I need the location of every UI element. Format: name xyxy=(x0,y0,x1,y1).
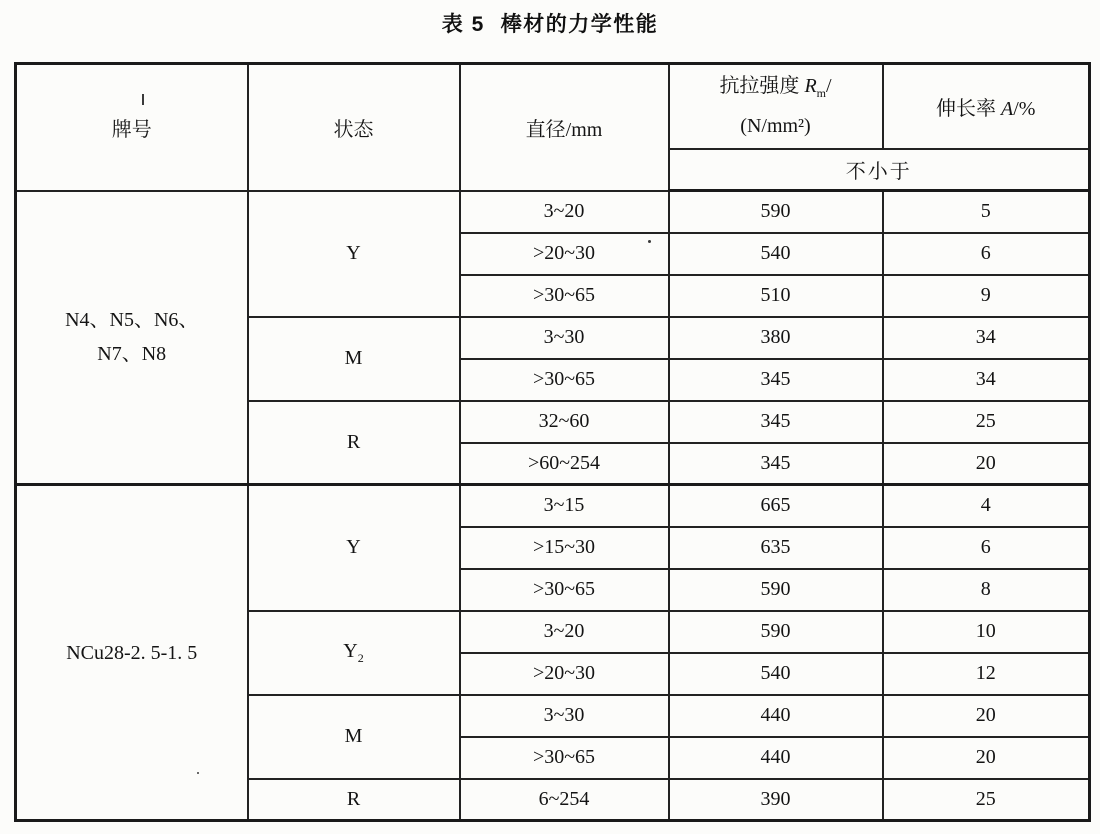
tensile-header-line1 xyxy=(670,70,882,110)
tensile-cell: 540 xyxy=(669,233,883,275)
elongation-header-prefix: 伸长率 xyxy=(936,97,1002,120)
col-header-tensile xyxy=(669,64,883,149)
col-header-elongation xyxy=(883,64,1090,149)
table-title-text: 棒材的力学性能 xyxy=(500,13,659,36)
state-symbol: Y xyxy=(343,639,358,662)
diameter-cell: >60~254 xyxy=(460,443,669,485)
diameter-cell: >30~65 xyxy=(460,359,669,401)
elongation-cell: 10 xyxy=(883,611,1090,653)
diameter-cell: 32~60 xyxy=(460,401,669,443)
elongation-cell: 6 xyxy=(883,233,1090,275)
elongation-cell: 9 xyxy=(883,275,1090,317)
elongation-cell: 20 xyxy=(883,443,1090,485)
diameter-cell: 3~30 xyxy=(460,695,669,737)
grade-cell xyxy=(16,485,248,821)
diameter-cell: 3~15 xyxy=(460,485,669,527)
diameter-cell: >30~65 xyxy=(460,569,669,611)
tensile-cell: 345 xyxy=(669,443,883,485)
col-header-state: 状态 xyxy=(248,64,460,191)
diameter-cell: >30~65 xyxy=(460,275,669,317)
state-subscript: 2 xyxy=(357,650,364,665)
tensile-cell: 440 xyxy=(669,695,883,737)
diameter-cell: 3~30 xyxy=(460,317,669,359)
mechanical-properties-table xyxy=(14,62,1091,822)
tensile-cell: 665 xyxy=(669,485,883,527)
state-cell: M xyxy=(248,317,460,401)
elongation-symbol: A xyxy=(1001,97,1014,120)
grade-line: N4、N5、N6、 xyxy=(65,309,199,332)
state-cell: Y xyxy=(248,485,460,611)
diameter-cell: >15~30 xyxy=(460,527,669,569)
tensile-symbol: R xyxy=(804,74,817,97)
scan-artifact-speck xyxy=(197,772,199,774)
col-header-grade: 牌号 xyxy=(16,64,248,191)
state-cell: M xyxy=(248,695,460,779)
state-cell: R xyxy=(248,779,460,821)
elongation-cell: 25 xyxy=(883,401,1090,443)
subheader-not-less-than: 不小于 xyxy=(669,149,1090,191)
tensile-cell: 590 xyxy=(669,191,883,233)
diameter-cell: 3~20 xyxy=(460,191,669,233)
tensile-cell: 540 xyxy=(669,653,883,695)
elongation-cell: 6 xyxy=(883,527,1090,569)
tensile-header-prefix: 抗拉强度 xyxy=(719,74,805,97)
tensile-cell: 635 xyxy=(669,527,883,569)
tensile-cell: 590 xyxy=(669,611,883,653)
elongation-suffix: /% xyxy=(1013,97,1036,120)
elongation-cell: 25 xyxy=(883,779,1090,821)
elongation-cell: 12 xyxy=(883,653,1090,695)
table-title-number: 表 5 xyxy=(441,13,485,36)
diameter-cell: >20~30 xyxy=(460,653,669,695)
tensile-cell: 345 xyxy=(669,401,883,443)
tensile-cell: 440 xyxy=(669,737,883,779)
grade-line: N7、N8 xyxy=(97,343,167,366)
state-cell: Y xyxy=(248,191,460,317)
elongation-cell: 20 xyxy=(883,737,1090,779)
elongation-cell: 34 xyxy=(883,317,1090,359)
tensile-cell: 390 xyxy=(669,779,883,821)
table-title xyxy=(0,8,1100,38)
elongation-cell: 34 xyxy=(883,359,1090,401)
elongation-cell: 20 xyxy=(883,695,1090,737)
elongation-cell: 8 xyxy=(883,569,1090,611)
state-cell: R xyxy=(248,401,460,485)
diameter-cell: 3~20 xyxy=(460,611,669,653)
tensile-cell: 510 xyxy=(669,275,883,317)
scan-artifact-speck xyxy=(648,240,651,243)
tensile-cell: 345 xyxy=(669,359,883,401)
tensile-cell: 590 xyxy=(669,569,883,611)
diameter-cell: >30~65 xyxy=(460,737,669,779)
elongation-cell: 4 xyxy=(883,485,1090,527)
tensile-header-unit: (N/mm²) xyxy=(740,114,811,137)
tensile-slash: / xyxy=(826,74,832,97)
scan-artifact-tick xyxy=(142,94,144,105)
tensile-symbol-subscript: m xyxy=(816,85,826,100)
grade-line: NCu28-2. 5-1. 5 xyxy=(66,641,198,664)
diameter-cell: >20~30 xyxy=(460,233,669,275)
state-cell xyxy=(248,611,460,695)
tensile-cell: 380 xyxy=(669,317,883,359)
diameter-cell: 6~254 xyxy=(460,779,669,821)
elongation-cell: 5 xyxy=(883,191,1090,233)
col-header-diameter: 直径/mm xyxy=(460,64,669,191)
grade-cell xyxy=(16,191,248,485)
